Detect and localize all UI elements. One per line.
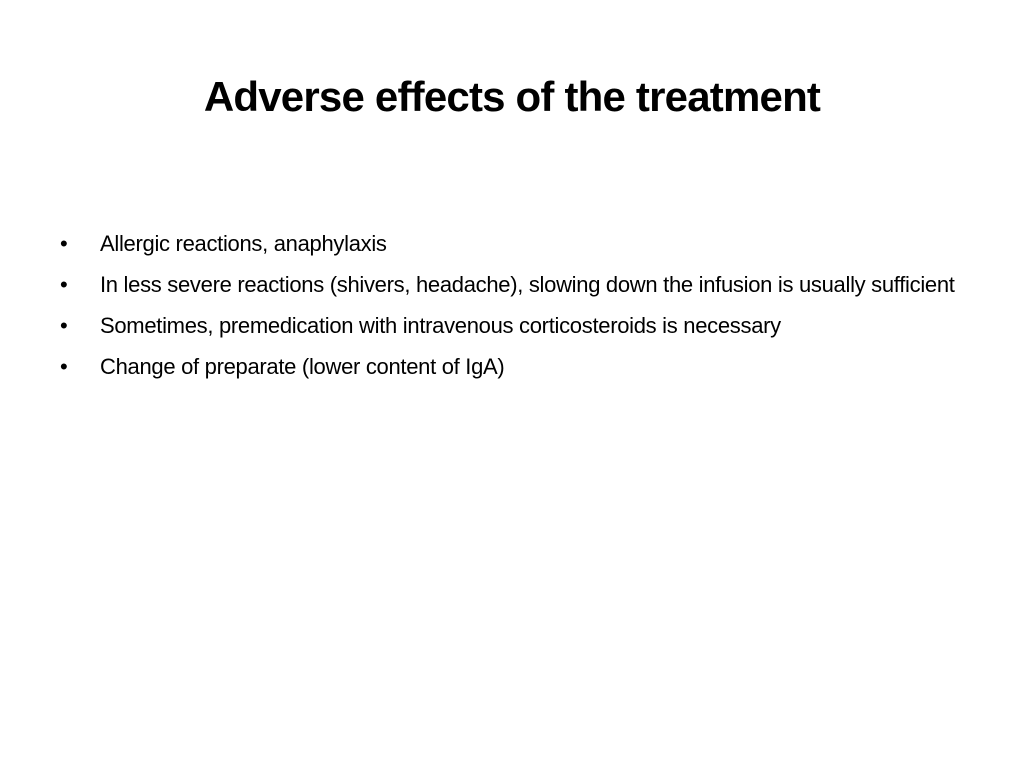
bullet-item [56,309,956,343]
bullet-text: Change of preparate (lower content of IgA) [100,354,505,379]
bullet-icon: • [60,354,68,379]
bullet-item [56,268,956,302]
bullet-icon: • [60,231,68,256]
bullet-list [56,227,956,391]
bullet-item [56,350,956,384]
bullet-icon: • [60,313,68,338]
bullet-icon: • [60,272,68,297]
slide-title: Adverse effects of the treatment [203,73,821,120]
bullet-text: In less severe reactions (shivers, headache), slowing down the infusion is usually sufficient [100,272,955,297]
bullet-text: Allergic reactions, anaphylaxis [100,231,387,256]
bullet-item [56,227,956,261]
bullet-text: Sometimes, premedication with intravenous corticosteroids is necessary [100,313,781,338]
